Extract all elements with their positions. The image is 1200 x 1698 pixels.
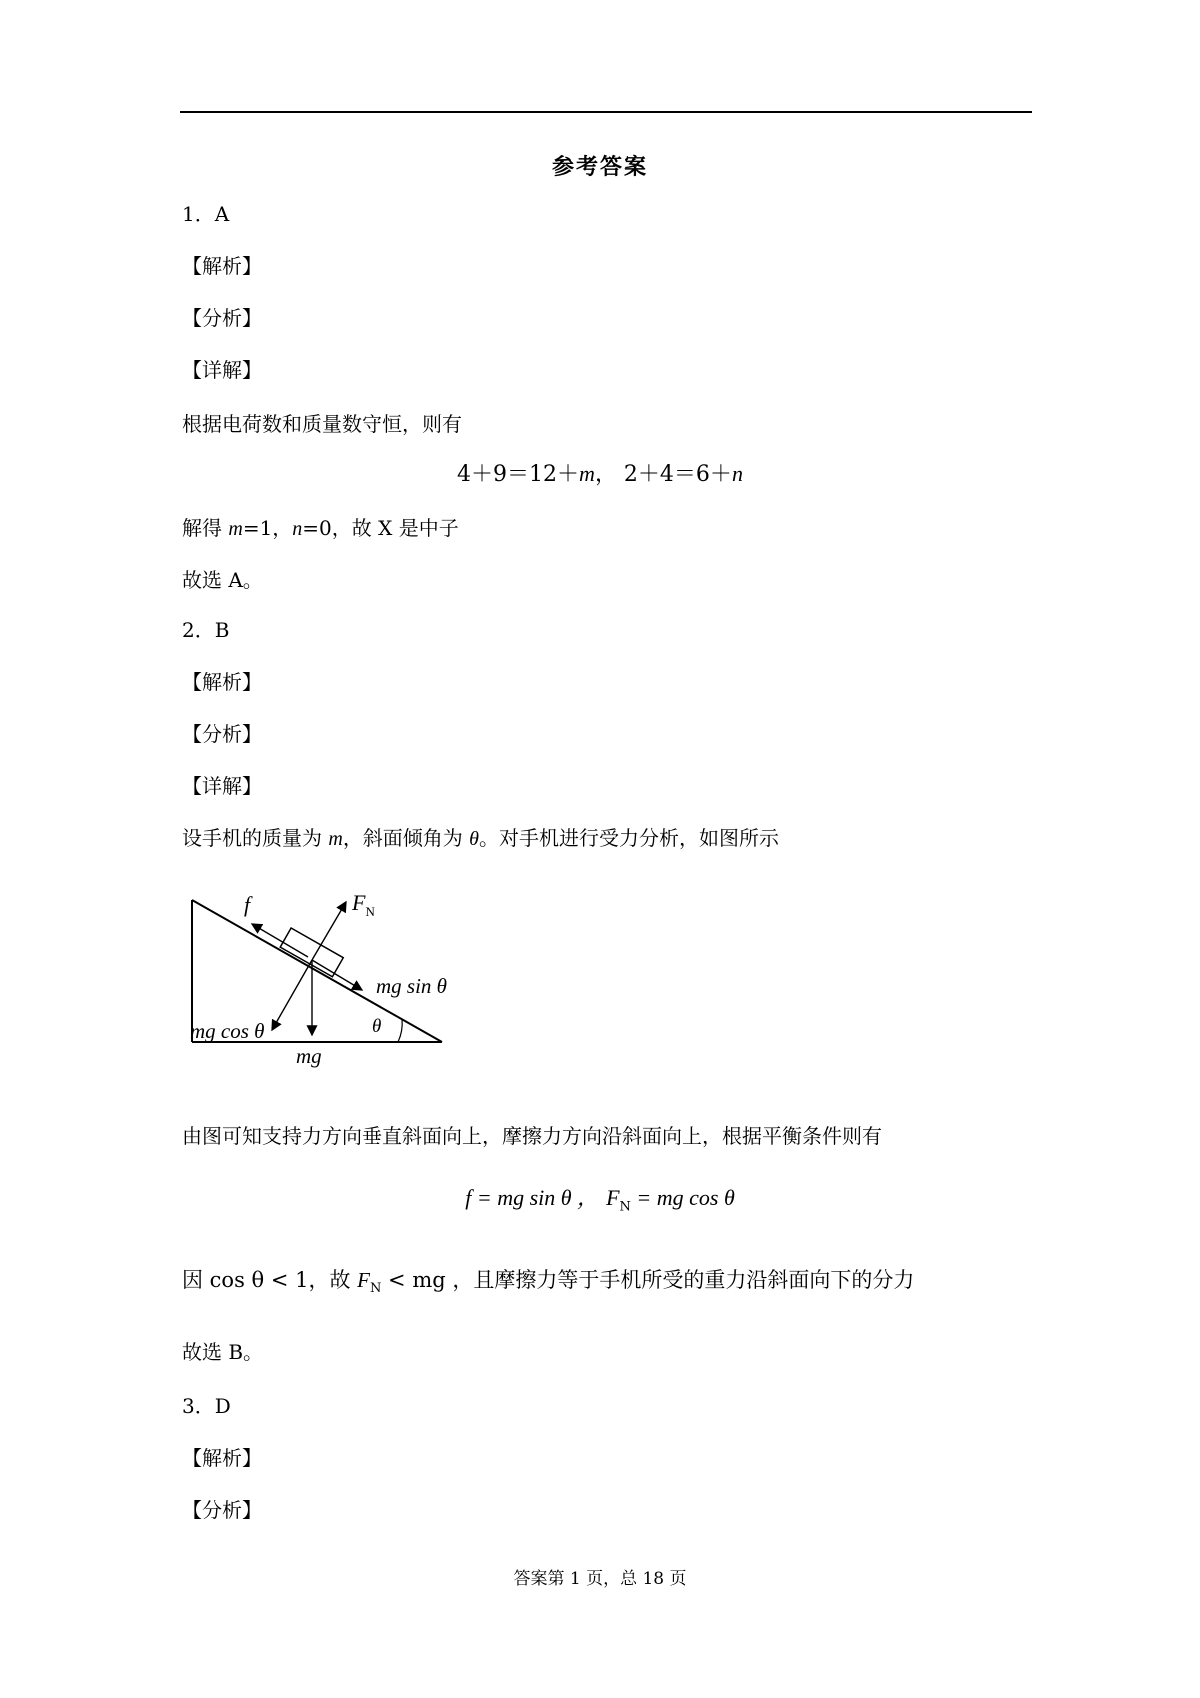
q1-jiexi-heading: 【解析】 bbox=[182, 254, 262, 278]
q1-xiangjie-heading: 【详解】 bbox=[182, 358, 262, 382]
q2-jiexi-heading: 【解析】 bbox=[182, 670, 262, 694]
q1-fenxi-heading: 【分析】 bbox=[182, 306, 262, 330]
q3-jiexi-heading: 【解析】 bbox=[182, 1446, 262, 1470]
page-footer: 答案第 1 页，总 18 页 bbox=[513, 1569, 687, 1589]
q2-because: 因 cos θ < 1，故 $F_N$ < mg ，且摩擦力等于手机所受的重力沿斜面向下的分力 bbox=[182, 1268, 915, 1297]
q2-equation: f = mg sin θ ， $F_N$ = mg cos θ bbox=[465, 1185, 735, 1215]
force-diagram bbox=[180, 880, 480, 1070]
q2-answer: 2．B bbox=[182, 618, 230, 642]
angle-arc bbox=[398, 1019, 402, 1042]
header-rule bbox=[180, 111, 1032, 113]
q3-answer: 3．D bbox=[182, 1394, 231, 1418]
q1-equation: 4＋9＝12＋m， 2＋4＝6＋n bbox=[457, 461, 743, 487]
label-theta: θ bbox=[372, 1016, 382, 1037]
q1-answer: 1．A bbox=[182, 202, 230, 226]
q2-explanation: 由图可知支持力方向垂直斜面向上，摩擦力方向沿斜面向上，根据平衡条件则有 bbox=[182, 1124, 882, 1148]
page-title: 参考答案 bbox=[551, 154, 648, 180]
q3-fenxi-heading: 【分析】 bbox=[182, 1498, 262, 1522]
label-mgcos: mg cos θ bbox=[190, 1019, 265, 1043]
label-FN: $F_N$ bbox=[352, 890, 375, 919]
q1-choice: 故选 A。 bbox=[182, 568, 263, 592]
q2-fenxi-heading: 【分析】 bbox=[182, 722, 262, 746]
q1-result: 解得 m=1，n=0，故 X 是中子 bbox=[182, 516, 459, 540]
q1-explanation: 根据电荷数和质量数守恒，则有 bbox=[182, 412, 462, 436]
mg-cos-arrow bbox=[272, 960, 312, 1030]
q2-setup: 设手机的质量为 m，斜面倾角为 θ。对手机进行受力分析，如图所示 bbox=[182, 826, 779, 850]
label-f: f bbox=[244, 892, 251, 917]
label-mgsin: mg sin θ bbox=[376, 974, 447, 998]
q2-choice: 故选 B。 bbox=[182, 1340, 264, 1364]
q2-xiangjie-heading: 【详解】 bbox=[182, 774, 262, 798]
label-mg: mg bbox=[296, 1044, 322, 1068]
